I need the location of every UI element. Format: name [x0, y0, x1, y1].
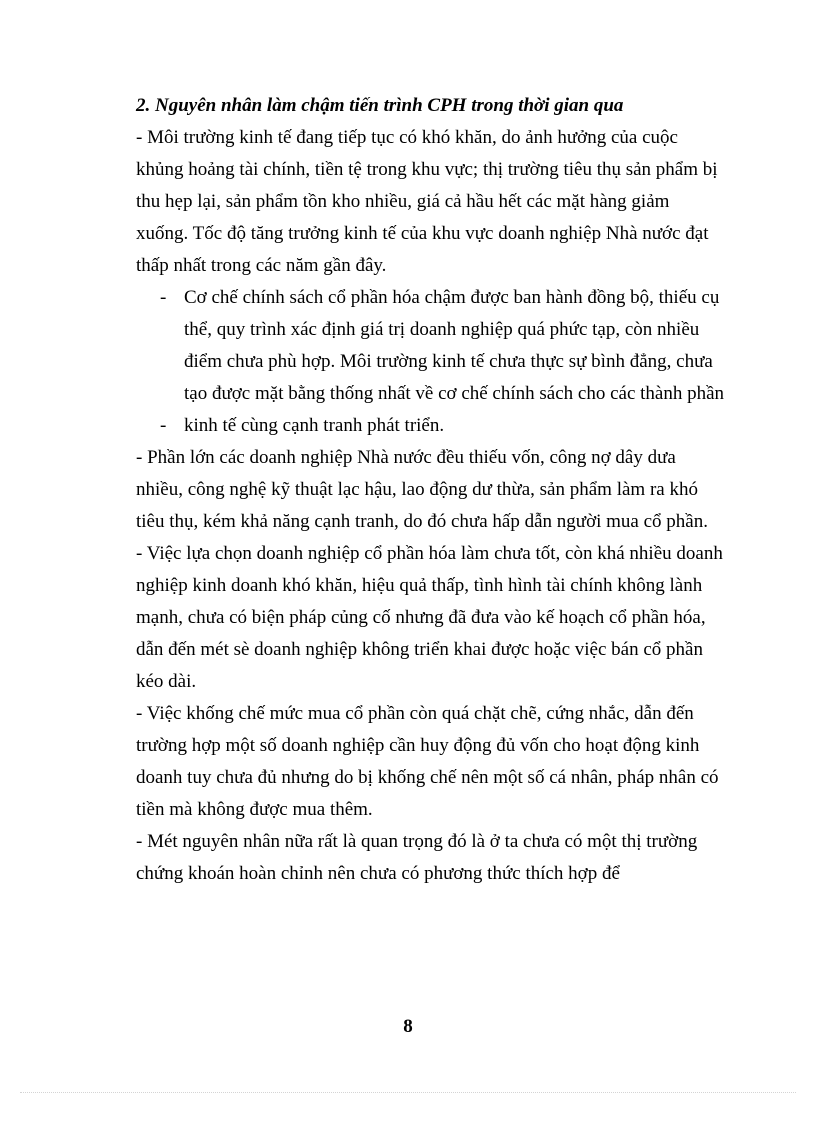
page-number: 8 [403, 1016, 413, 1037]
bullet-item-competition [136, 410, 726, 442]
page-bottom-divider [20, 1092, 796, 1093]
bullet-text: Cơ chế chính sách cổ phần hóa chậm được ban hành đồng bộ, thiếu cụ thể, quy trình xác định giá trị doanh nghiệp quá phức tạp, còn nhiều điểm chưa phù hợp. Môi trường kinh tế chưa thực sự bình đẳng, chưa tạo được mặt bằng thống nhất về cơ chế chính sách cho các thành phần [184, 287, 725, 404]
bullet-text: kinh tế cùng cạnh tranh phát triển. [184, 415, 445, 436]
document-body [136, 90, 726, 890]
bullet-marker: - [160, 287, 167, 308]
paragraph-stock-market: - Mét nguyên nhân nữa rất là quan trọng đó là ở ta chưa có một thị trường chứng khoán hoàn chỉnh nên chưa có phương thức thích hợp để [136, 831, 698, 884]
bullet-marker: - [160, 415, 167, 436]
paragraph-share-purchase-limits: - Việc khống chế mức mua cổ phần còn quá chặt chẽ, cứng nhắc, dẫn đến trường hợp một số doanh nghiệp cần huy động đủ vốn cho hoạt động kinh doanh tuy chưa đủ nhưng do bị khống chế nên một số cá nhân, pháp nhân có tiền mà không được mua thêm. [136, 703, 719, 820]
section-heading: 2. Nguyên nhân làm chậm tiến trình CPH trong thời gian qua [136, 95, 624, 116]
paragraph-economic-environment: - Môi trường kinh tế đang tiếp tục có khó khăn, do ảnh hưởng của cuộc khủng hoảng tài chính, tiền tệ trong khu vực; thị trường tiêu thụ sản phẩm bị thu hẹp lại, sản phẩm tồn kho nhiều, giá cả hầu hết các mặt hàng giảm xuống. Tốc độ tăng trưởng kinh tế của khu vực doanh nghiệp Nhà nước đạt thấp nhất trong các năm gần đây. [136, 127, 718, 276]
paragraph-enterprise-selection: - Việc lựa chọn doanh nghiệp cổ phần hóa làm chưa tốt, còn khá nhiều doanh nghiệp kinh doanh khó khăn, hiệu quả thấp, tình hình tài chính không lành mạnh, chưa có biện pháp củng cố nhưng đã đưa vào kế hoạch cổ phần hóa, dẫn đến mét sè doanh nghiệp không triển khai được hoặc việc bán cổ phần kéo dài. [136, 543, 723, 692]
paragraph-capital-shortage: - Phần lớn các doanh nghiệp Nhà nước đều thiếu vốn, công nợ dây dưa nhiều, công nghệ kỹ thuật lạc hậu, lao động dư thừa, sản phẩm làm ra khó tiêu thụ, kém khả năng cạnh tranh, do đó chưa hấp dẫn người mua cổ phần. [136, 447, 708, 532]
bullet-item-policy [136, 282, 726, 410]
